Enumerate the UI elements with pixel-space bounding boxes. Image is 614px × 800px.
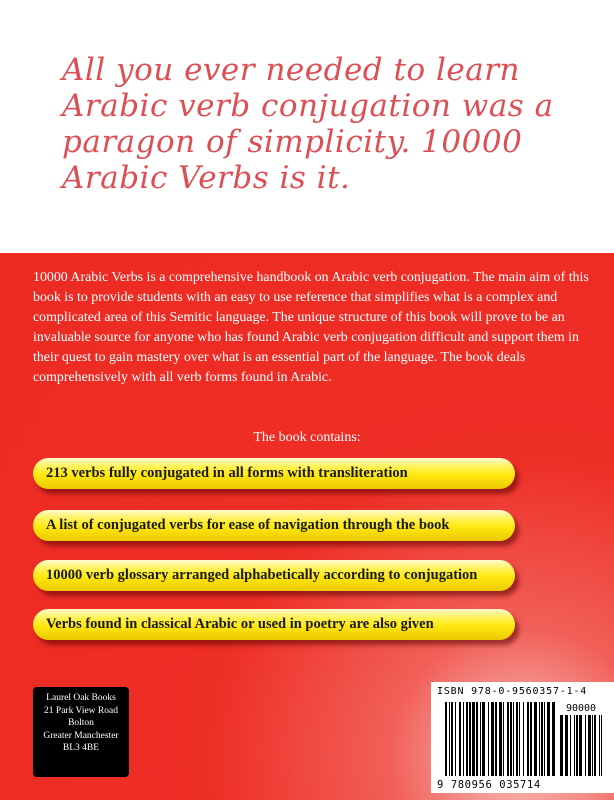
top-section <box>0 0 614 253</box>
publisher-address-line: Bolton <box>68 718 94 728</box>
isbn-label: ISBN 978-0-9560357-1-4 <box>437 686 588 697</box>
book-description: 10000 Arabic Verbs is a comprehensive handbook on Arabic verb conjugation. The main aim of this book is to provide students with an easy to use reference that simplifies what is a complex and complicated area of this Semitic language. The unique structure of this book will prove to be an invaluable source for anyone who has found Arabic verb conjugation difficult and support them in their quest to gain mastery over what is an essential part of the language. The book deals comprehensively with all verb forms found in Arabic. <box>33 270 589 385</box>
ean-digits: 9 780956 035714 <box>437 779 541 791</box>
barcode-graphic <box>431 682 614 793</box>
tagline: All you ever needed to learn Arabic verb conjugation was a paragon of simplicity. 10000 Arabic Verbs is it. <box>62 52 554 196</box>
feature-pill: Verbs found in classical Arabic or used in poetry are also given <box>33 609 515 640</box>
publisher-name: Laurel Oak Books <box>46 693 116 703</box>
barcode-box <box>431 682 614 793</box>
feature-pill: 10000 verb glossary arranged alphabetically according to conjugation <box>33 560 515 591</box>
contains-heading: The book contains: <box>253 430 361 445</box>
publisher-postcode: BL3 4BE <box>62 743 100 753</box>
feature-pill: 213 verbs fully conjugated in all forms with transliteration <box>33 458 515 489</box>
isbn-barcode-bars <box>445 702 555 776</box>
publisher-box <box>33 687 129 777</box>
price-addon-bars <box>560 715 602 776</box>
price-code: 90000 <box>565 703 597 714</box>
publisher-address-line: Greater Manchester <box>43 730 119 741</box>
back-cover-panel <box>0 253 614 800</box>
publisher-address-line: 21 Park View Road <box>44 705 118 716</box>
feature-pill: A list of conjugated verbs for ease of navigation through the book <box>33 510 515 541</box>
